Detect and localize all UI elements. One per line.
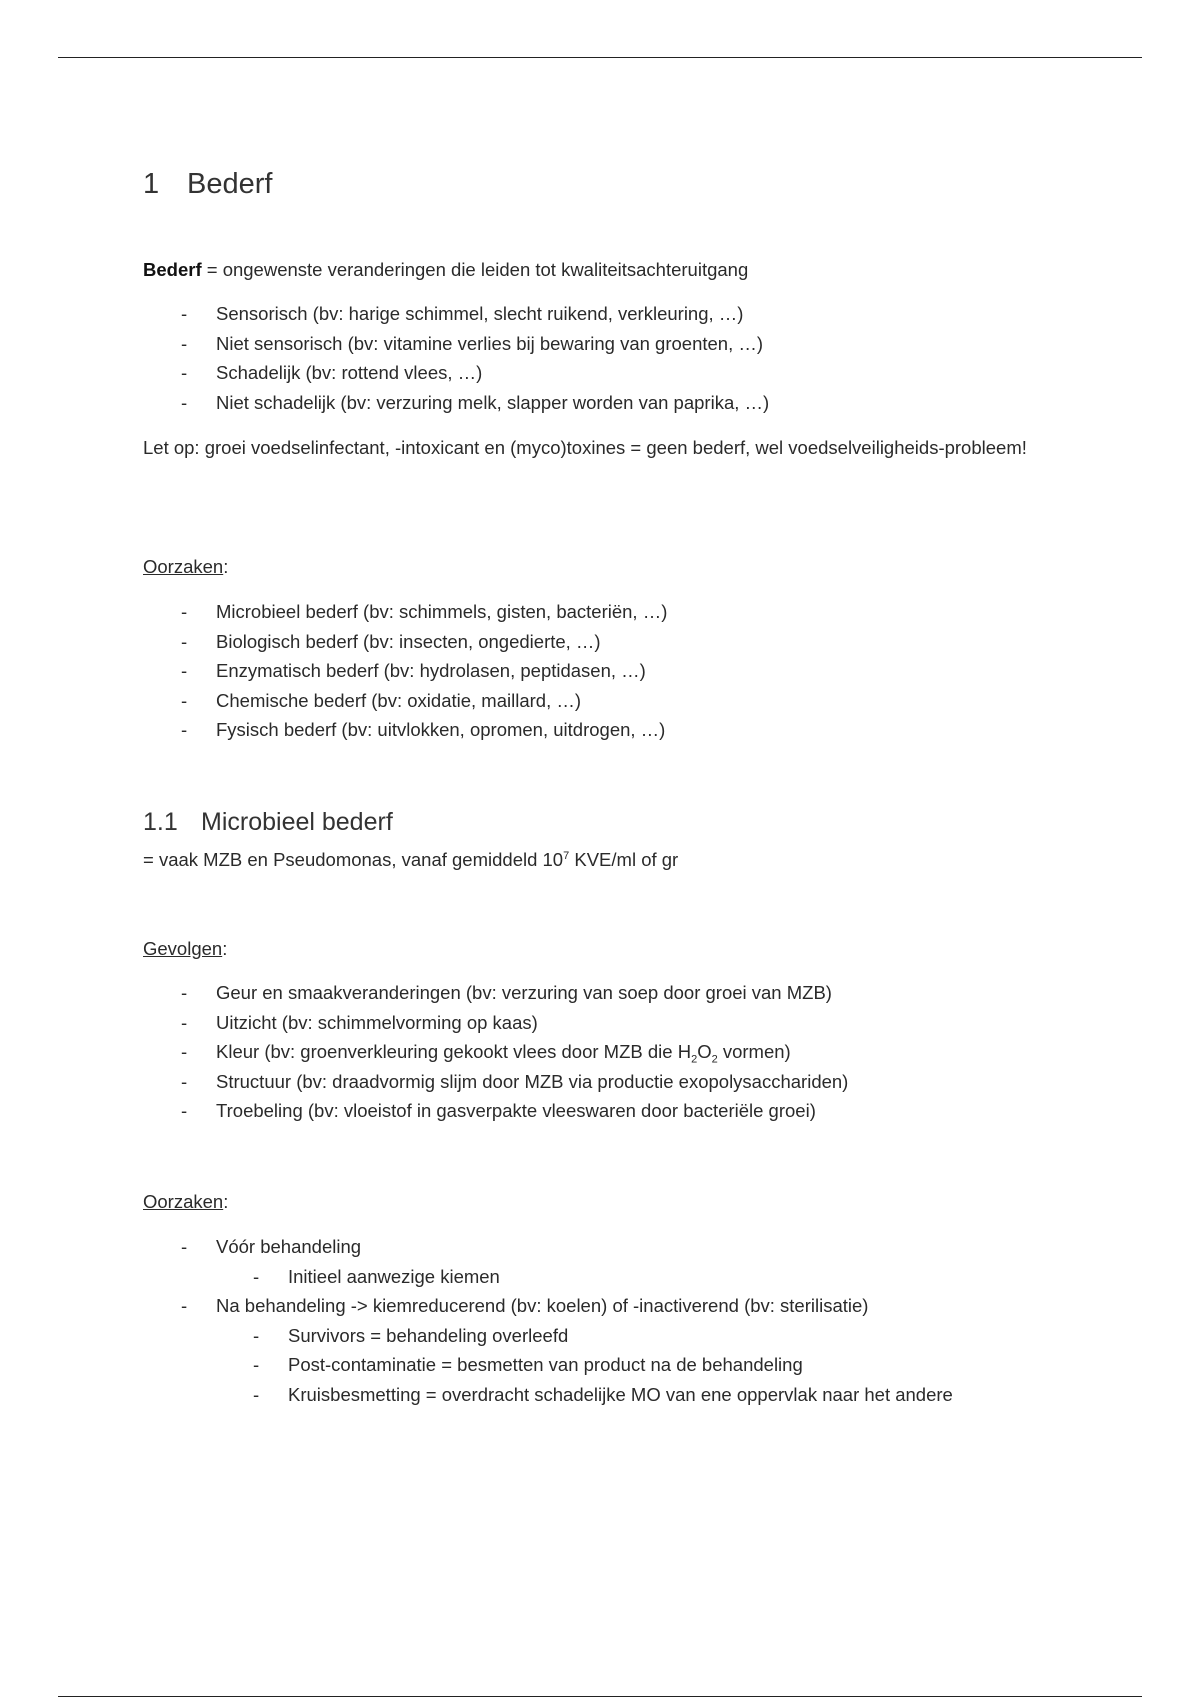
- micro-causes-list: [143, 1232, 953, 1409]
- list-item: - Kleur (bv: groenverkleuring gekookt vlees door MZB die $H_2O_2$ vormen): [181, 1041, 791, 1066]
- heading-section-1: [143, 168, 272, 201]
- list-item: - Troebeling (bv: vloeistof in gasverpakte vleeswaren door bacteriële groei): [181, 1100, 816, 1121]
- list-item: - Vóór behandeling: [181, 1236, 362, 1257]
- header-rule: [58, 57, 1142, 58]
- heading-title: Bederf: [187, 168, 273, 200]
- section-subtitle: = vaak MZB en Pseudomonas, vanaf gemiddeld $10^7$ KVE/ml of gr: [143, 849, 679, 871]
- list-item: - Sensorisch (bv: harige schimmel, slecht ruikend, verkleuring, …): [181, 303, 744, 324]
- causes-list: [143, 597, 667, 745]
- list-subitem: - Post-contaminatie = besmetten van product na de behandeling: [253, 1354, 803, 1375]
- bederf-types-list: [143, 299, 769, 417]
- list-item: - Biologisch bederf (bv: insecten, ongedierte, …): [181, 630, 601, 652]
- list-subitem: - Initieel aanwezige kiemen: [253, 1265, 500, 1287]
- heading-number: 1: [143, 168, 160, 200]
- list-subitem: - Kruisbesmetting = overdracht schadelijke MO van ene oppervlak naar het andere: [253, 1383, 953, 1405]
- footer-rule: [58, 1696, 1142, 1697]
- definition-text: = ongewenste veranderingen die leiden tot kwaliteitsachteruitgang: [201, 259, 749, 280]
- causes-heading: Oorzaken:: [143, 556, 229, 577]
- list-item: - Schadelijk (bv: rottend vlees, …): [181, 362, 483, 383]
- list-item: - Fysisch bederf (bv: uitvlokken, opromen, uitdrogen, …): [181, 719, 666, 740]
- heading-section-1-1: [143, 808, 393, 837]
- list-item: - Na behandeling -> kiemreducerend (bv: koelen) of -inactiverend (bv: sterilisatie): [181, 1295, 869, 1316]
- list-item: - Geur en smaakveranderingen (bv: verzuring van soep door groei van MZB): [181, 982, 832, 1003]
- heading-number: 1.1: [143, 808, 178, 836]
- heading-title: Microbieel bederf: [201, 808, 393, 836]
- note-paragraph: Let op: groei voedselinfectant, -intoxicant en (myco)toxines = geen bederf, wel voedselveiligheids-probleem!: [143, 437, 1027, 458]
- list-item: - Niet schadelijk (bv: verzuring melk, slapper worden van paprika, …): [181, 391, 770, 413]
- effects-list: [143, 978, 848, 1126]
- list-item: - Chemische bederf (bv: oxidatie, maillard, …): [181, 689, 582, 711]
- definition-term: Bederf: [143, 259, 202, 280]
- micro-causes-heading: Oorzaken:: [143, 1191, 229, 1212]
- list-item: - Microbieel bederf (bv: schimmels, gisten, bacteriën, …): [181, 601, 668, 622]
- list-subitem: - Survivors = behandeling overleefd: [253, 1324, 569, 1346]
- effects-heading: Gevolgen:: [143, 938, 228, 959]
- definition-paragraph: [143, 256, 748, 283]
- list-item: - Structuur (bv: draadvormig slijm door MZB via productie exopolysacchariden): [181, 1070, 849, 1092]
- list-item: - Uitzicht (bv: schimmelvorming op kaas): [181, 1011, 538, 1033]
- list-item: - Niet sensorisch (bv: vitamine verlies bij bewaring van groenten, …): [181, 332, 764, 354]
- list-item: - Enzymatisch bederf (bv: hydrolasen, peptidasen, …): [181, 660, 646, 681]
